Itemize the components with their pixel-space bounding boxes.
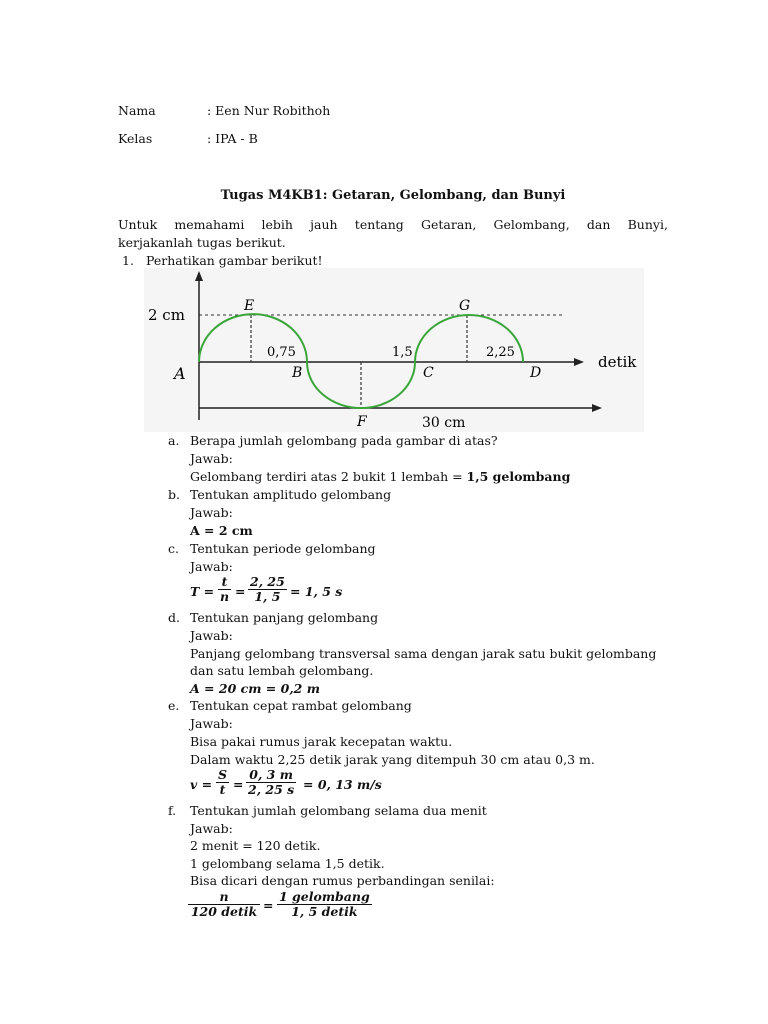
item-c-f2-numerator: 2, 25 [250,574,285,589]
item-e-line-2: Dalam waktu 2,25 detik jarak yang ditempuh 30 cm atau 0,3 m. [190,752,595,767]
item-f-f2-numerator: 1 gelombang [279,889,370,904]
item-c-f1-denominator: n [220,589,230,604]
tick-075-label: 0,75 [267,345,296,360]
question-1-text: Perhatikan gambar berikut! [146,253,323,268]
intro-word: Bunyi, [627,217,668,232]
class-value: : IPA - B [207,131,258,146]
item-d-letter: d. [168,610,180,625]
item-f-f1-numerator: n [219,889,229,904]
item-e-fraction-2 [246,768,296,797]
question-1-number: 1. [122,253,134,268]
item-e-f1-numerator: S [218,767,228,782]
item-f-line-3: Bisa dicari dengan rumus perbandingan senilai: [190,873,495,888]
item-e-f2-numerator: 0, 3 m [249,767,293,782]
intro-word: memahami [174,217,245,232]
item-f-fraction-1 [188,890,260,919]
name-label: Nama [118,103,156,118]
item-b-answer: A = 2 cm [190,523,253,538]
item-e-f1-denominator: t [216,782,229,797]
item-d-jawab: Jawab: [190,628,233,643]
item-c-formula-lhs: T = [190,584,215,599]
item-e-formula-lhs: v = [190,777,213,792]
item-e-letter: e. [168,698,180,713]
item-d-line-2: dan satu lembah gelombang. [190,663,374,678]
item-f-jawab: Jawab: [190,821,233,836]
intro-word: Gelombang, [493,217,570,232]
point-d-label: D [530,365,542,381]
item-d-line-1: Panjang gelombang transversal sama dengan jarak satu bukit gelombang [190,646,657,661]
item-f-line-2: 1 gelombang selama 1,5 detik. [190,856,385,871]
point-e-label: E [244,298,255,314]
item-e-equals: = [233,777,244,792]
class-label: Kelas [118,131,153,146]
item-c-f2-denominator: 1, 5 [248,589,287,604]
item-b-letter: b. [168,487,180,502]
item-c-jawab: Jawab: [190,559,233,574]
point-b-label: B [292,365,303,381]
item-c-letter: c. [168,541,179,556]
item-b-question: Tentukan amplitudo gelombang [190,487,392,502]
item-d-answer: A = 20 cm = 0,2 m [190,681,320,696]
intro-word: dan [586,217,611,232]
item-a-answer-text: Gelombang terdiri atas 2 bukit 1 lembah = [190,469,467,484]
page-title: Tugas M4KB1: Getaran, Gelombang, dan Bunyi [220,188,566,203]
item-a-answer [190,469,570,485]
point-a-label: A [174,364,186,383]
item-f-f2-denominator: 1, 5 detik [277,904,372,919]
item-f-f1-denominator: 120 detik [188,904,260,919]
item-c-result: = 1, 5 s [290,584,343,599]
item-f-fraction-2 [277,890,372,919]
item-e-jawab: Jawab: [190,716,233,731]
item-c-f1-numerator: t [221,574,228,589]
tick-225-label: 2,25 [486,345,515,360]
wave-figure [144,268,644,432]
item-c-question: Tentukan periode gelombang [190,541,376,556]
item-a-question: Berapa jumlah gelombang pada gambar di atas? [190,433,498,448]
item-e-fraction-1 [216,768,229,797]
point-c-label: C [423,365,434,381]
time-axis-label: detik [598,353,637,371]
item-b-jawab: Jawab: [190,505,233,520]
point-g-label: G [459,298,471,314]
distance-label: 30 cm [422,415,466,431]
item-a-answer-result: 1,5 gelombang [466,469,571,484]
item-f-equals: = [263,898,274,913]
name-value: : Een Nur Robithoh [207,103,331,118]
item-c-fraction-1 [218,575,231,604]
item-a-jawab: Jawab: [190,451,233,466]
item-c-fraction-2 [248,575,287,604]
item-e-line-1: Bisa pakai rumus jarak kecepatan waktu. [190,734,453,749]
item-d-question: Tentukan panjang gelombang [190,610,379,625]
tick-15-label: 1,5 [392,345,413,360]
item-f-question: Tentukan jumlah gelombang selama dua menit [190,803,487,818]
point-f-label: F [357,414,367,430]
intro-word: jauh [310,217,338,232]
item-a-letter: a. [168,433,180,448]
item-e-question: Tentukan cepat rambat gelombang [190,698,412,713]
item-c-equals: = [235,584,246,599]
item-f-line-1: 2 menit = 120 detik. [190,838,321,853]
intro-line-1 [118,216,668,233]
intro-word: Untuk [118,217,158,232]
intro-word: tentang [354,217,404,232]
amplitude-label: 2 cm [148,306,185,324]
intro-line-2: kerjakanlah tugas berikut. [118,235,286,250]
item-e-result: = 0, 13 m/s [303,777,382,792]
item-e-f2-denominator: 2, 25 s [248,782,295,797]
intro-word: lebih [261,217,293,232]
item-f-letter: f. [168,803,177,818]
intro-word: Getaran, [420,217,477,232]
